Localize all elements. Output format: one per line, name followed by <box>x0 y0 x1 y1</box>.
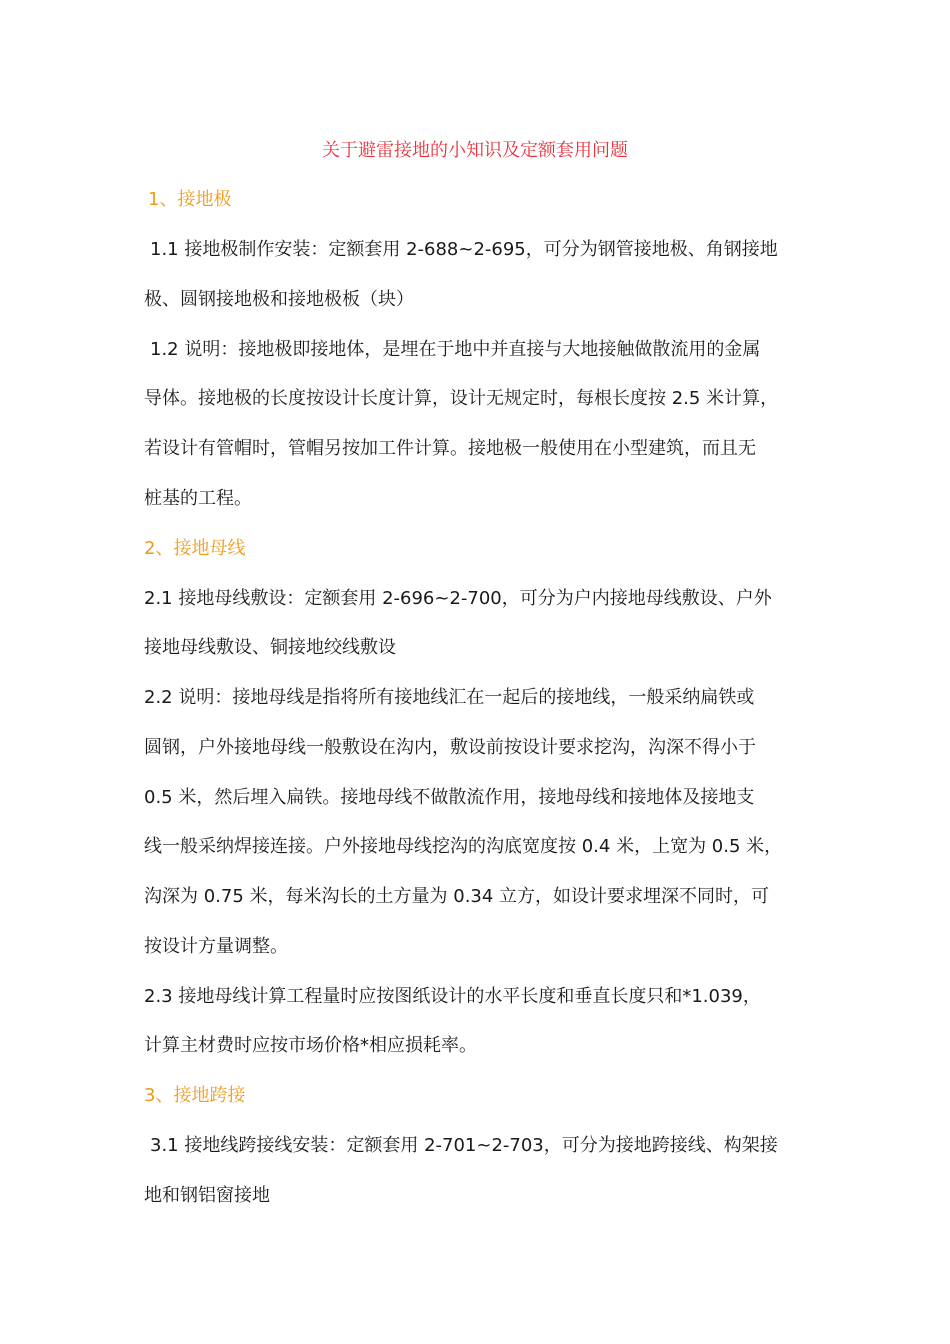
paragraph-2-2-line-3: 0.5 米，然后埋入扁铁。接地母线不做散流作用，接地母线和接地体及接地支 <box>144 787 755 808</box>
paragraph-2-2-line-5: 沟深为 0.75 米，每米沟长的土方量为 0.34 立方，如设计要求埋深不同时，可 <box>144 886 770 907</box>
paragraph-2-3-line-1: 2.3 接地母线计算工程量时应按图纸设计的水平长度和垂直长度只和*1.039， <box>144 986 761 1007</box>
paragraph-2-2-line-1: 2.2 说明：接地母线是指将所有接地线汇在一起后的接地线，一般采纳扁铁或 <box>144 687 755 708</box>
paragraph-1-2-line-1: 1.2 说明：接地极即接地体，是埋在于地中并直接与大地接触做散流用的金属 <box>150 339 761 360</box>
document-title: 关于避雷接地的小知识及定额套用问题 <box>322 140 628 161</box>
section-heading-2: 2、接地母线 <box>144 538 246 559</box>
paragraph-2-2-line-6: 按设计方量调整。 <box>144 936 288 957</box>
paragraph-1-2-line-4: 桩基的工程。 <box>144 488 252 509</box>
paragraph-2-3-line-2: 计算主材费时应按市场价格*相应损耗率。 <box>144 1035 477 1056</box>
paragraph-1-2-line-3: 若设计有管帽时，管帽另按加工件计算。接地极一般使用在小型建筑，而且无 <box>144 438 756 459</box>
paragraph-1-1-line-2: 极、圆钢接地极和接地极板（块） <box>144 289 414 310</box>
paragraph-2-2-line-2: 圆钢，户外接地母线一般敷设在沟内，敷设前按设计要求挖沟，沟深不得小于 <box>144 737 756 758</box>
paragraph-3-1-line-1: 3.1 接地线跨接线安装：定额套用 2-701~2-703，可分为接地跨接线、构架接 <box>150 1135 778 1156</box>
paragraph-2-2-line-4: 线一般采纳焊接连接。户外接地母线挖沟的沟底宽度按 0.4 米，上宽为 0.5 米， <box>144 836 783 857</box>
paragraph-2-1-line-1: 2.1 接地母线敷设：定额套用 2-696~2-700，可分为户内接地母线敷设、户外 <box>144 588 772 609</box>
paragraph-3-1-line-2: 地和钢铝窗接地 <box>144 1185 270 1206</box>
section-heading-1: 1、接地极 <box>148 189 232 210</box>
paragraph-1-2-line-2: 导体。接地极的长度按设计长度计算，设计无规定时，每根长度按 2.5 米计算， <box>144 388 779 409</box>
section-heading-3: 3、接地跨接 <box>144 1085 246 1106</box>
paragraph-1-1-line-1: 1.1 接地极制作安装：定额套用 2-688~2-695，可分为钢管接地极、角钢接地 <box>150 239 778 260</box>
paragraph-2-1-line-2: 接地母线敷设、铜接地绞线敷设 <box>144 637 396 658</box>
